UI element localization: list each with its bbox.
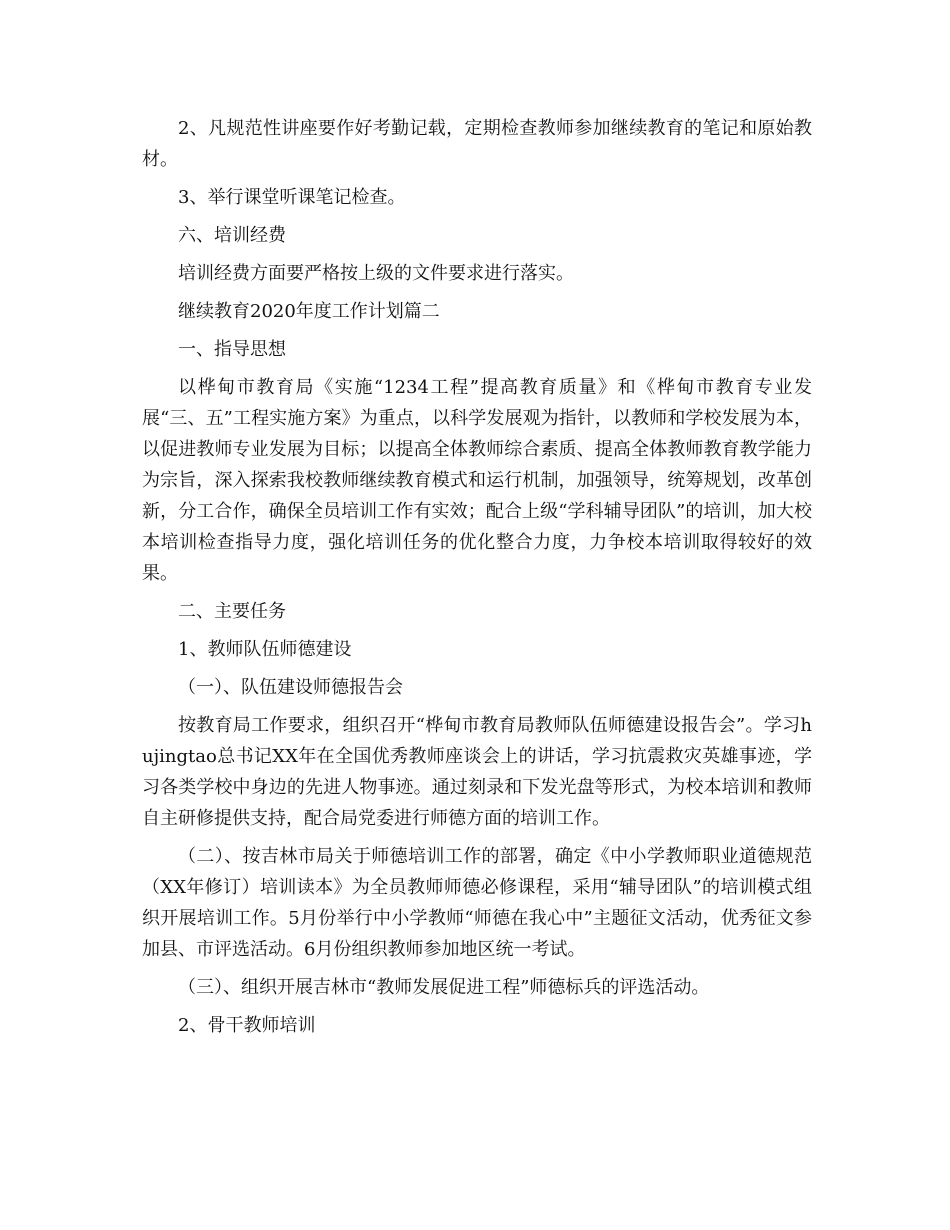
- subheading-ethics-construction: 1、教师队伍师德建设: [178, 639, 352, 660]
- paragraph-lecture-note-check: 3、举行课堂听课笔记检查。: [178, 187, 406, 208]
- paragraph-attendance-records: 2、凡规范性讲座要作好考勤记载，定期检查教师参加继续教育的笔记和原始教材。: [142, 118, 812, 170]
- subheading-backbone-teacher-training: 2、骨干教师培训: [178, 1015, 316, 1036]
- document-body: [142, 113, 812, 1041]
- paragraph-ethics-training-arrangement: （二）、按吉林市局关于师德培训工作的部署，确定《中小学教师职业道德规范（XX年修订）培训读本》为全员教师师德必修课程，采用“辅导团队”的培训模式组织开展培训工作。5月份举行中小学教师“师德在我心中”主题征文活动，优秀征文参加县、市评选活动。6月份组织教师参加地区统一考试。: [142, 846, 812, 960]
- paragraph-guiding-thought: 以桦甸市教育局《实施“1234工程”提高教育质量》和《桦甸市教育专业发展“三、五”工程实施方案》为重点，以科学发展观为指针，以教师和学校发展为本，以促进教师专业发展为目标；以提高全体教师综合素质、提高全体教师教育教学能力为宗旨，深入探索我校教师继续教育模式和运行机制，加强领导，统筹规划，改革创新，分工合作，确保全员培训工作有实效；配合上级“学科辅导团队”的培训，加大校本培训检查指导力度，强化培训任务的优化整合力度，力争校本培训取得较好的效果。: [142, 377, 812, 584]
- heading-guiding-thought: 一、指导思想: [178, 339, 286, 360]
- paragraph-funds-implementation: 培训经费方面要严格按上级的文件要求进行落实。: [178, 263, 574, 284]
- paragraph-report-meeting-details: 按教育局工作要求，组织召开“桦甸市教育局教师队伍师德建设报告会”。学习hujingtao总书记XX年在全国优秀教师座谈会上的讲话，学习抗震救灾英雄事迹，学习各类学校中身边的先进人物事迹。通过刻录和下发光盘等形式，为校本培训和教师自主研修提供支持，配合局党委进行师德方面的培训工作。: [142, 715, 812, 829]
- heading-training-funds: 六、培训经费: [178, 225, 286, 246]
- section-title-plan-part-two: 继续教育2020年度工作计划篇二: [178, 301, 440, 322]
- item-ethics-report-meeting: （一）、队伍建设师德报告会: [178, 677, 403, 698]
- heading-main-tasks: 二、主要任务: [178, 601, 286, 622]
- item-ethics-model-selection: （三）、组织开展吉林市“教师发展促进工程”师德标兵的评选活动。: [178, 977, 710, 998]
